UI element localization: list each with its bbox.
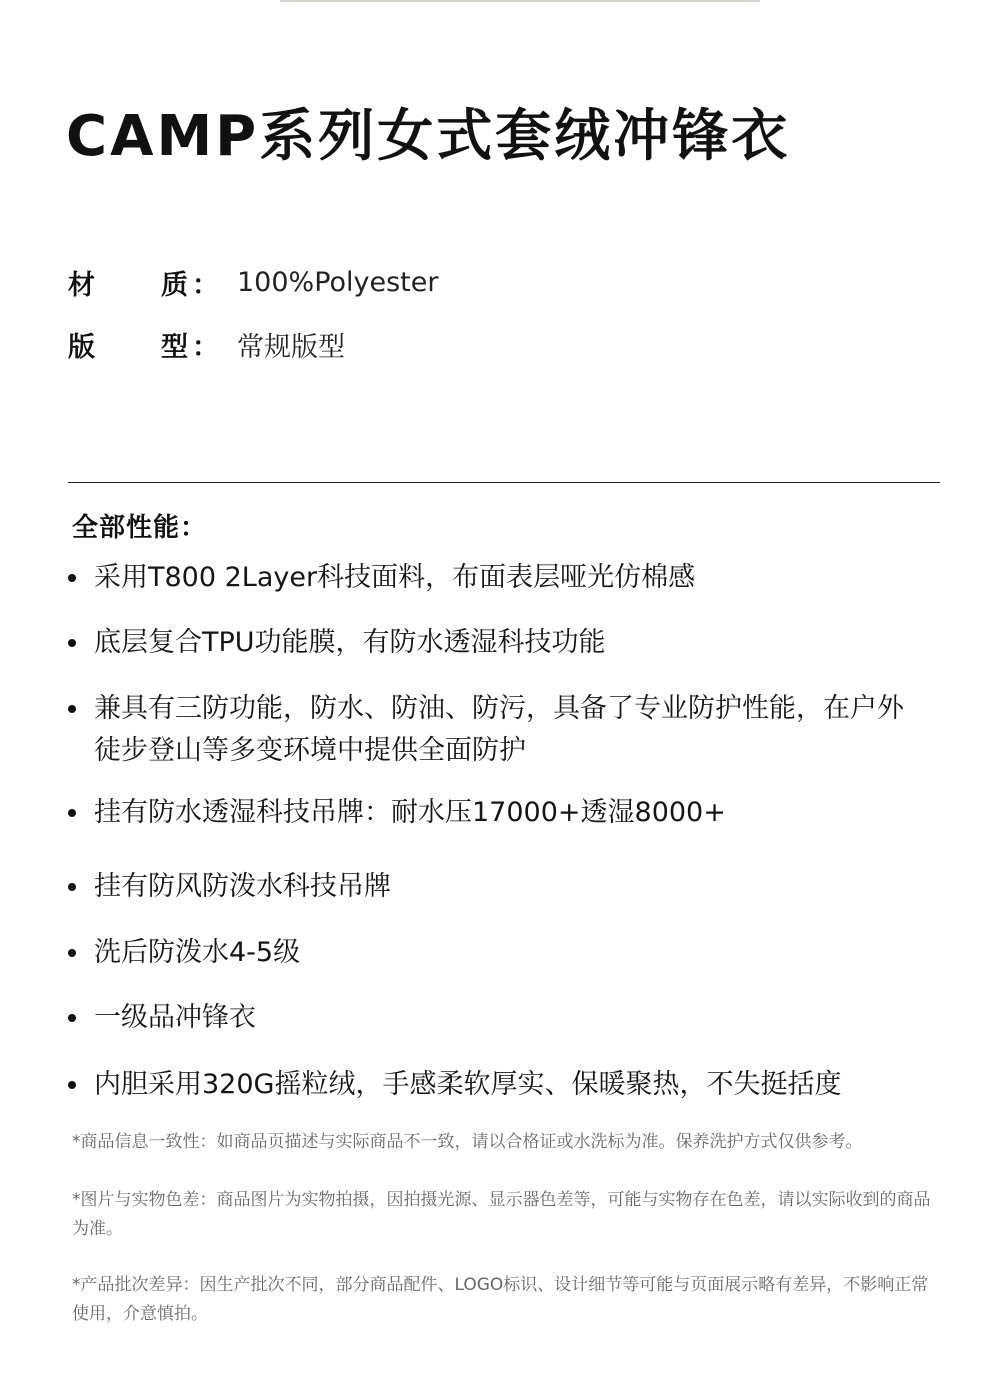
bullet-dot-icon	[66, 1064, 94, 1106]
bullet-dot-icon	[66, 997, 94, 1039]
bullet-dot-icon	[66, 688, 94, 730]
feature-text: 兼具有三防功能，防水、防油、防污，具备了专业防护性能，在户外徒步登山等多变环境中提供全面防护	[94, 693, 904, 766]
spec-row-fit	[68, 324, 345, 364]
feature-text: 采用T800 2Layer科技面料，布面表层哑光仿棉感	[94, 562, 696, 593]
feature-item	[66, 932, 946, 974]
feature-text: 洗后防泼水4-5级	[94, 937, 301, 968]
section-divider	[68, 482, 940, 483]
spec-value-fit: 常规版型	[237, 331, 345, 363]
feature-item	[66, 622, 946, 664]
disclaimer-note: *图片与实物色差：商品图片为实物拍摄，因拍摄光源、显示器色差等，可能与实物存在色差，请以实际收到的商品为准。	[72, 1190, 931, 1239]
feature-text: 挂有防水透湿科技吊牌：耐水压17000+透湿8000+	[94, 797, 726, 828]
spec-label-char: 质	[161, 269, 188, 301]
feature-item	[66, 792, 946, 834]
feature-text: 内胆采用320G摇粒绒，手感柔软厚实、保暖聚热，不失挺括度	[94, 1069, 842, 1100]
spec-label-fit	[68, 325, 188, 364]
bullet-dot-icon	[66, 622, 94, 664]
features-heading: 全部性能：	[72, 513, 208, 543]
bullet-dot-icon	[66, 932, 94, 974]
feature-text: 一级品冲锋衣	[94, 1002, 256, 1033]
product-title: CAMP系列女式套绒冲锋衣	[66, 104, 791, 169]
bullet-dot-icon	[66, 557, 94, 599]
spec-label-char: 版	[68, 331, 95, 363]
top-decorative-strip	[280, 0, 760, 2]
feature-item	[66, 997, 946, 1039]
spec-label-char: 型	[161, 331, 188, 363]
disclaimer-note: *产品批次差异：因生产批次不同，部分商品配件、LOGO标识、设计细节等可能与页面展示略有差异，不影响正常使用，介意慎拍。	[72, 1275, 929, 1324]
spec-label-char: 材	[68, 269, 95, 301]
disclaimer-note: *商品信息一致性：如商品页描述与实际商品不一致，请以合格证或水洗标为准。保养洗护方式仅供参考。	[72, 1132, 863, 1152]
bullet-dot-icon	[66, 792, 94, 834]
feature-item	[66, 866, 946, 908]
feature-text: 底层复合TPU功能膜，有防水透湿科技功能	[94, 627, 606, 658]
feature-item	[66, 688, 946, 772]
feature-text: 挂有防风防泼水科技吊牌	[94, 871, 391, 902]
spec-label-material	[68, 263, 188, 302]
feature-item	[66, 1064, 946, 1106]
spec-colon: ：	[192, 269, 219, 301]
spec-row-material	[68, 262, 439, 302]
spec-value-material: 100%Polyester	[237, 266, 439, 298]
bullet-dot-icon	[66, 866, 94, 908]
feature-item	[66, 557, 946, 599]
spec-colon: ：	[192, 331, 219, 363]
